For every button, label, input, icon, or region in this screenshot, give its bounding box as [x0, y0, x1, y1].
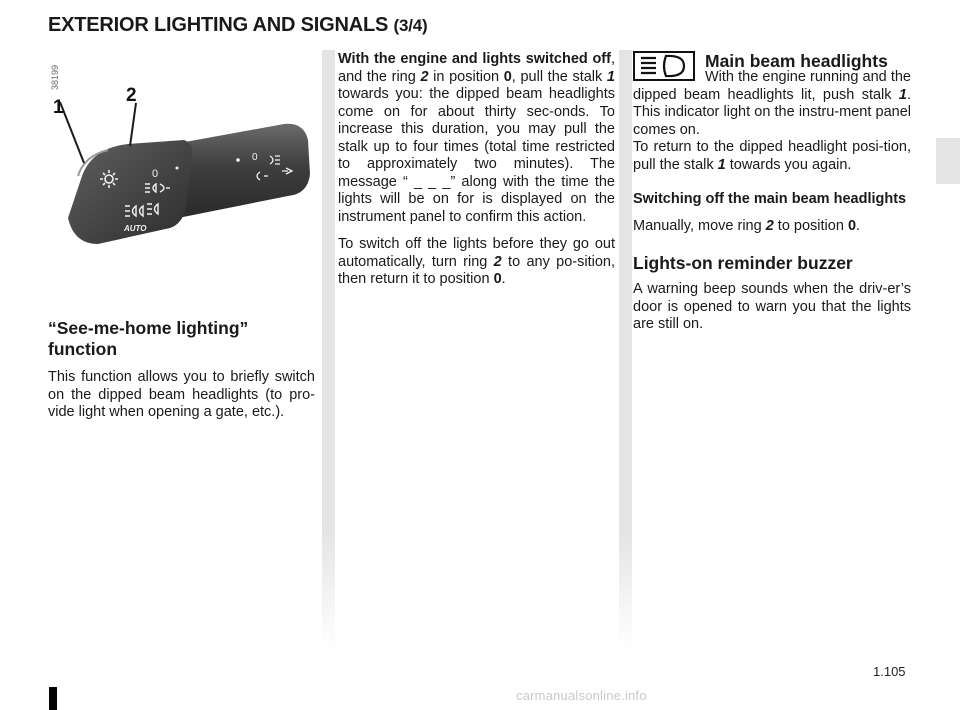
callout-line-1 — [60, 102, 84, 163]
stalk-marker-dot — [236, 158, 240, 162]
main-beam-section — [633, 51, 911, 334]
stalk-ref: 1 — [606, 68, 615, 85]
text-run: in position — [428, 68, 504, 85]
column-divider-right — [619, 50, 632, 650]
main-beam-title: Main beam headlights — [705, 51, 888, 71]
ring-ref: 2 — [765, 217, 774, 234]
position-ref: 0 — [847, 217, 857, 234]
text-run: . — [501, 271, 506, 287]
figure-ref-number: 38199 — [50, 64, 60, 90]
text-run: Manually, move ring — [633, 217, 766, 234]
light-stalk-illustration — [48, 48, 318, 300]
column-divider-left — [322, 50, 335, 650]
switch-off-text — [633, 218, 911, 236]
text-run: towards you: the dipped beam headlights come on for about thirty sec-onds. To increase this duration, you may pull the stalk up to four times (total time restricted to approximately two minutes). The message “ _ _ _” along with the time the lights will be on for is displayed on the instrument panel to confirm this action. — [338, 86, 615, 225]
buzzer-text: A warning beep sounds when the driv-er’s door is opened to warn you that the lights are still on. — [633, 281, 911, 332]
see-me-home-text: This function allows you to briefly switch on the dipped beam headlights (to pro-vide light when opening a gate, etc.). — [48, 369, 315, 420]
position-ref: 0 — [493, 271, 502, 287]
section-side-tab — [936, 138, 960, 184]
instruction-paragraph-1 — [338, 51, 615, 226]
page-number: 1.105 — [873, 664, 906, 679]
page-title-part: (3/4) — [393, 16, 428, 35]
text-run: To return to the dipped headlight posi-tion, pull the stalk — [633, 139, 911, 173]
position-ref: 0 — [503, 68, 512, 85]
text-run: To switch off the lights before they go out automatically, turn ring — [338, 236, 615, 270]
text-run: to position — [773, 217, 848, 234]
text-run: , pull the stalk — [511, 68, 607, 85]
instruction-paragraph-2 — [338, 236, 615, 289]
see-me-home-instructions — [338, 51, 615, 299]
watermark: carmanualsonline.info — [516, 688, 647, 703]
ring-position-zero: 0 — [152, 168, 159, 180]
text-run: towards you again. — [725, 156, 852, 173]
page-title-text: EXTERIOR LIGHTING AND SIGNALS — [48, 14, 389, 36]
corner-crop-mark — [49, 687, 57, 710]
stalk-ref: 1 — [898, 86, 907, 103]
see-me-home-heading: “See-me-home lighting” function — [48, 318, 249, 359]
ring-ref: 2 — [493, 253, 502, 270]
main-beam-heading-block — [705, 51, 888, 70]
buzzer-heading: Lights-on reminder buzzer — [633, 253, 853, 273]
light-stalk-drawing — [48, 48, 318, 300]
callout-line-2 — [130, 103, 136, 146]
text-run: . — [856, 217, 861, 234]
switch-off-heading: Switching off the main beam headlights — [633, 191, 907, 207]
stalk-position-zero: 0 — [252, 152, 258, 163]
auto-label: AUTO — [124, 224, 147, 233]
text-run: . This indicator light on the instru-ment panel comes on. — [633, 86, 911, 138]
stalk-ref: 1 — [717, 156, 726, 173]
ring-ref: 2 — [420, 68, 429, 85]
text-run: With the engine running and the dipped beam headlights lit, push stalk — [633, 69, 911, 103]
bold-lead: With the engine and lights switched off — [338, 51, 611, 67]
main-beam-paragraph-2 — [633, 139, 911, 174]
main-beam-headlight-icon — [633, 51, 695, 81]
stalk-dot — [176, 167, 179, 170]
text-run: to any po-sition, then return it to position — [338, 253, 615, 287]
text-run: , and the ring — [338, 51, 615, 85]
callout-number-1: 1 — [53, 97, 64, 118]
page-title — [48, 14, 427, 37]
callout-number-2: 2 — [126, 85, 137, 106]
